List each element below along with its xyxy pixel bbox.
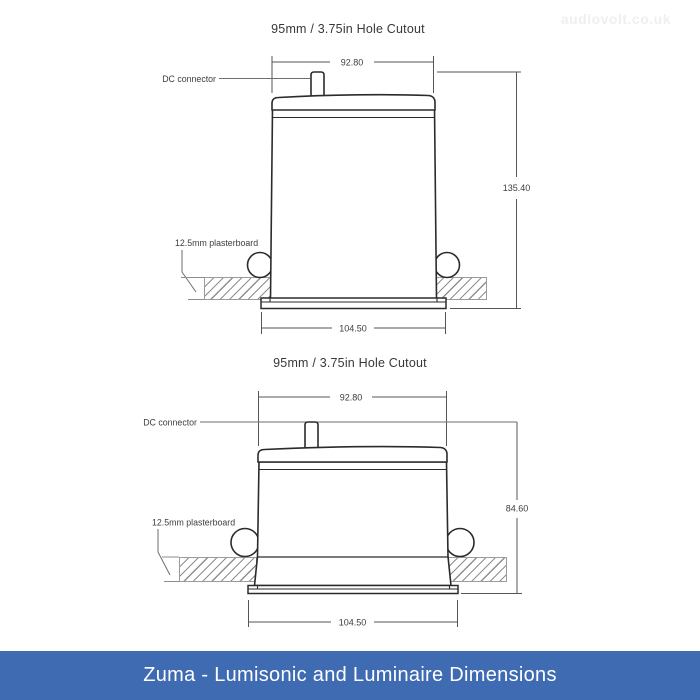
spring-clip-left <box>231 529 259 557</box>
spring-clip-right <box>446 529 474 557</box>
fixture-cap <box>272 95 435 110</box>
diagram-bottom <box>143 356 528 628</box>
spring-clip-left <box>248 253 273 278</box>
height-dimension-value: 135.40 <box>502 183 531 193</box>
width-dimension-value: 92.80 <box>340 57 364 68</box>
diagram-top <box>162 22 530 334</box>
dc-connector-label: DC connector <box>143 417 197 428</box>
spring-clip-right <box>435 253 460 278</box>
width-dimension <box>258 391 447 446</box>
hole-cutout-title: 95mm / 3.75in Hole Cutout <box>271 22 425 36</box>
fixture-body <box>255 462 452 586</box>
plasterboard-label: 12.5mm plasterboard <box>152 517 236 528</box>
bezel-width-dimension-value: 104.50 <box>338 617 367 628</box>
bezel-width-dimension-value: 104.50 <box>339 323 367 334</box>
fixture-body <box>271 108 437 299</box>
plasterboard-leader-line <box>182 250 196 292</box>
trim-bezel <box>261 298 446 309</box>
bezel-width-dimension <box>261 312 446 334</box>
banner <box>0 651 700 700</box>
plasterboard-leader-line <box>158 529 170 575</box>
watermark: audiovolt.co.uk <box>560 11 671 27</box>
width-dimension-value: 92.80 <box>339 392 363 403</box>
plasterboard-label: 12.5mm plasterboard <box>175 238 259 248</box>
ceiling-surface-lines <box>181 278 204 300</box>
height-dimension-value: 84.60 <box>505 503 529 514</box>
hole-cutout-title: 95mm / 3.75in Hole Cutout <box>273 356 427 370</box>
dc-connector-label: DC connector <box>162 74 216 84</box>
banner-title: Zuma - Lumisonic and Luminaire Dimensions <box>143 664 557 686</box>
height-dimension <box>461 422 528 594</box>
bezel-width-dimension <box>248 600 458 628</box>
ceiling-surface-lines <box>162 557 179 582</box>
width-dimension <box>272 56 434 93</box>
fixture-cap <box>258 447 447 462</box>
trim-bezel <box>248 586 458 594</box>
